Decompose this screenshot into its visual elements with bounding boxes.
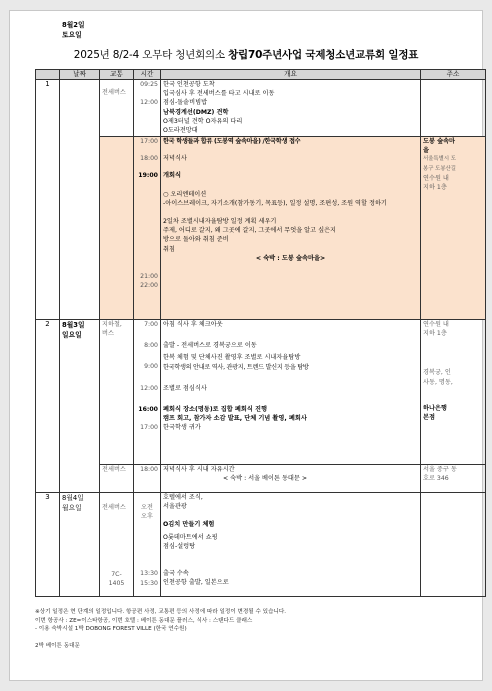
header-address: 주소 <box>421 70 486 80</box>
time-cell <box>134 137 161 320</box>
time-text: 13:30 <box>140 570 158 578</box>
summary-line: -아이스브레이크, 자기소개(참가동기, 목표등), 일정 설명, 조편성, 조원 역할 정하기 <box>163 199 387 207</box>
time-text: 21:00 <box>140 272 158 280</box>
summary-cell <box>161 137 421 320</box>
address-line: 봉구 도봉산길 <box>423 165 456 172</box>
summary-line: O롯데마트에서 쇼핑 <box>163 533 218 541</box>
time-text: 15:30 <box>140 579 158 587</box>
transport-text: 1405 <box>108 580 125 588</box>
transport-cell <box>100 320 134 465</box>
time-text: 09:25 <box>140 81 158 88</box>
summary-line: 폐회식 장소(명동)로 집합 폐회식 진행 <box>163 406 267 414</box>
table-row <box>36 493 486 597</box>
summary-line: 남북경계선(DMZ) 견학 <box>163 108 229 116</box>
time-cell <box>134 465 161 493</box>
transport-text: 전세버스 <box>102 504 126 511</box>
time-text: 오전 <box>141 504 153 511</box>
lodging-note: < 숙박 : 서울 베이튼 동대문 > <box>223 475 308 483</box>
table-row <box>36 320 486 465</box>
address-line: 연수원 내 <box>423 174 449 182</box>
summary-cell <box>161 465 421 493</box>
summary-line: O도라전망대 <box>163 127 198 135</box>
header-row <box>36 70 486 80</box>
summary-line: O김치 만들기 체험 <box>163 521 215 529</box>
transport-text: 지하철, <box>102 321 122 328</box>
summary-cell <box>161 320 421 465</box>
time-text: 12:00 <box>140 99 158 107</box>
footnote: ※상기 일정은 현 단계의 일정입니다. 항공편 사정, 교통편 등의 사정에 따라 일정이 변경될 수 있습니다. <box>35 609 287 615</box>
summary-line: 캠프 회고, 참가자 소감 발표, 단체 기념 촬영, 폐회사 <box>163 415 307 423</box>
time-text: 19:00 <box>138 172 158 180</box>
header-summary: 개요 <box>161 70 421 80</box>
summary-line: 한국학생 귀가 <box>163 424 201 432</box>
date-line-2: 월요일 <box>62 504 82 512</box>
summary-line: 호텔에서 조식, <box>163 494 203 501</box>
address-line: 도봉 숲속마 <box>423 138 456 145</box>
transport-text: 7C- <box>111 571 122 579</box>
title-bold: 창립70주년사업 <box>228 49 302 61</box>
address-line: 경복궁, 인 <box>423 369 451 377</box>
summary-line: 조별로 점심식사 <box>163 384 207 392</box>
header-date: 날짜 <box>60 70 100 80</box>
summary-line: 개회식 <box>163 172 181 180</box>
summary-line: 방으로 돌아와 취침 준비 <box>163 236 229 244</box>
address-line: 을 <box>423 147 429 155</box>
address-cell <box>421 80 486 137</box>
address-cell <box>421 320 486 465</box>
summary-line: 주제, 어디로 갈지, 왜 그곳에 갈지, 그곳에서 무엇을 알고 싶은지 <box>163 227 337 235</box>
document-title <box>10 47 482 62</box>
time-text: 18:00 <box>140 466 158 473</box>
summary-line: 한국 인천공항 도착 <box>163 81 215 88</box>
address-line: 지하 1층 <box>423 330 447 338</box>
address-line: 연수원 내 <box>423 321 449 328</box>
summary-line: 저녁식사 <box>163 155 187 163</box>
summary-line: 한국 학생들과 합류 (도봉역 숲속마을) /한국학생 접수 <box>163 138 301 145</box>
date-line-1: 8월4일 <box>62 494 84 502</box>
time-text: 8:00 <box>144 342 158 350</box>
summary-cell <box>161 80 421 137</box>
summary-line: ○ 오리엔테이션 <box>163 190 207 198</box>
address-cell <box>421 137 486 320</box>
address-cell <box>421 465 486 493</box>
address-line: 본점 <box>423 414 435 422</box>
time-text: 12:00 <box>140 384 158 392</box>
summary-line: 출발 - 전세버스로 경복궁으로 이동 <box>163 342 257 350</box>
summary-line: 취침 <box>163 245 175 253</box>
time-text: 16:00 <box>138 405 158 413</box>
time-text: 18:00 <box>140 155 158 163</box>
address-line: 서울 중구 동 <box>423 466 457 473</box>
transport-cell <box>100 493 134 597</box>
table-row <box>36 80 486 137</box>
footnote: - 이용 숙박시설 1박 DOBONG FOREST VILLE (한국 연수원) <box>35 626 187 633</box>
summary-line: 한복 체험 및 단체사진 촬영후 조별로 시내자율탐방 <box>163 354 301 362</box>
transport-cell <box>100 465 134 493</box>
day-date <box>60 493 100 597</box>
date-line-1: 8월2일 <box>62 21 85 29</box>
table-row <box>36 137 486 320</box>
time-cell <box>134 493 161 597</box>
header-day <box>36 70 60 80</box>
summary-line: 서울관광 <box>163 503 187 511</box>
summary-line: 아침 식사 후 체크아웃 <box>163 321 223 328</box>
transport-cell <box>100 137 134 320</box>
title-prefix: 2025년 8/2-4 오무타 청년회의소 <box>73 49 229 61</box>
transport-text: 전세버스 <box>102 466 126 473</box>
footnotes <box>35 608 485 650</box>
day-number: 1 <box>36 80 60 320</box>
transport-text: 전세버스 <box>102 89 126 96</box>
header-transport: 교통 <box>100 70 134 80</box>
transport-cell <box>100 80 134 137</box>
time-text: 7:00 <box>144 321 158 328</box>
table-row <box>36 465 486 493</box>
time-text: 9:00 <box>144 363 158 371</box>
address-line: 호로 346 <box>423 475 449 483</box>
summary-line: 점심-돌솥비빔밥 <box>163 99 208 107</box>
time-cell <box>134 320 161 465</box>
date-line-2: 토요일 <box>62 31 82 39</box>
day-date <box>60 320 100 493</box>
footnote: 2박 베이튼 동대문 <box>35 642 80 649</box>
date-line-2: 일요일 <box>62 331 82 339</box>
summary-line: 인천공항 출발, 일본으로 <box>163 579 229 587</box>
summary-line: 출국 수속 <box>163 570 189 578</box>
address-line: 지하 1층 <box>423 184 447 192</box>
summary-line: 점심-설렁탕 <box>163 542 196 550</box>
summary-line: 저녁식사 후 시내 자유시간 <box>163 466 235 473</box>
day-number: 2 <box>36 320 60 493</box>
summary-line: 2일차 조별시내자율탐방 일정 계획 세우기 <box>163 218 277 226</box>
time-text: 22:00 <box>140 281 158 289</box>
summary-line: O제3터널 견학 O자유의 다리 <box>163 117 243 125</box>
document-page <box>9 10 483 681</box>
address-line: 서울특별시 도 <box>423 156 456 163</box>
time-text: 17:00 <box>140 138 158 145</box>
address-line: 사동, 명동, <box>423 378 453 386</box>
date-line-1: 8월3일 <box>62 321 85 329</box>
transport-text: 버스 <box>102 330 114 338</box>
lodging-note: < 숙박 : 도봉 숲속마을> <box>255 254 326 262</box>
summary-line: 한국학생의 안내로 역사, 관광지, 트렌드 발신지 등을 탐방 <box>163 363 309 371</box>
address-cell <box>421 493 486 597</box>
summary-line: 입국심사 후 전세버스를 타고 시내로 이동 <box>163 90 275 98</box>
title-suffix: 국제청소년교류회 일정표 <box>301 49 419 61</box>
time-cell <box>134 80 161 137</box>
day-number: 3 <box>36 493 60 597</box>
summary-cell <box>161 493 421 597</box>
time-text: 17:00 <box>140 424 158 432</box>
header-time: 시간 <box>134 70 161 80</box>
footnote: 이번 항공사 : ZE=이스타항공, 이번 호텔 : 베이튼 동대문 플러스, 식사 : 스탠다드 클래스 <box>35 617 253 624</box>
time-text: 오후 <box>141 513 153 521</box>
address-line: 하나은행 <box>423 404 447 412</box>
